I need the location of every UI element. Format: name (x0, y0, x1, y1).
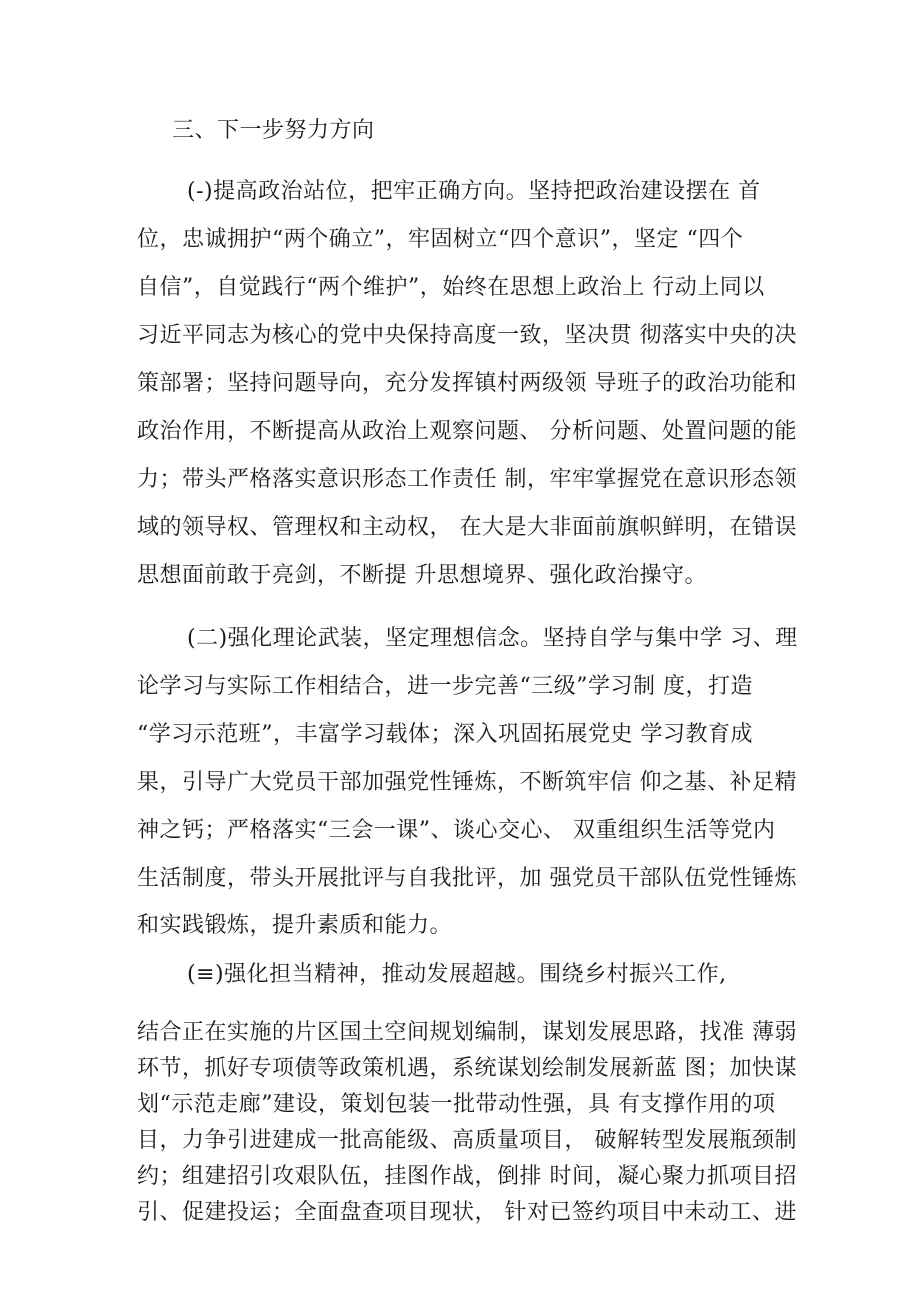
paragraph-2-line-5: 神之钙；严格落实“三会一课”、谈心交心、 双重组织生活等党内 (137, 818, 776, 843)
paragraph-1-line-7: 力；带头严格落实意识形态工作责任 制，牢牢掌握党在意识形态领 (137, 467, 797, 492)
paragraph-1-line-8: 域的领导权、管理权和主动权， 在大是大非面前旗帜鲜明，在错误 (137, 515, 797, 540)
paragraph-4-line-2: 环节，抓好专项债等政策机遇，系统谋划绘制发展新蓝 图；加快谋 (137, 1056, 797, 1081)
paragraph-4-line-3: 划“示范走廊”建设，策划包装一批带动性强，具 有支撑作用的项 (137, 1092, 776, 1117)
paragraph-4-line-6: 引、促建投运；全面盘查项目现状， 针对已签约项目中未动工、进 (137, 1200, 797, 1225)
paragraph-3-line-1: (≡)强化担当精神，推动发展超越。围绕乡村振兴工作, (187, 962, 727, 987)
paragraph-1-line-6: 政治作用，不断提高从政治上观察问题、 分析问题、处置问题的能 (137, 419, 797, 444)
paragraph-1-line-2: 位，忠诚拥护“两个确立”，牢固树立“四个意识”，坚定 “四个 (137, 227, 744, 252)
paragraph-2-line-6: 生活制度，带头开展批评与自我批评，加 强党员干部队伍党性锤炼 (137, 866, 797, 891)
paragraph-1-line-3: 自信”，自觉践行“两个维护”，始终在思想上政治上 行动上同以 (137, 275, 765, 300)
section-heading: 三、下一步努力方向 (172, 118, 375, 143)
paragraph-2-line-4: 果，引导广大党员干部加强党性锤炼，不断筑牢信 仰之基、补足精 (137, 770, 797, 795)
paragraph-1-line-9: 思想面前敢于亮剑，不断提 升思想境界、强化政治操守。 (137, 563, 707, 588)
paragraph-2-line-3: “学习示范班”，丰富学习载体；深入巩固拓展党史 学习教育成 (137, 722, 753, 747)
paragraph-4-line-5: 约；组建招引攻艰队伍，挂图作战，倒排 时间，凝心聚力抓项目招 (137, 1164, 797, 1189)
paragraph-2-line-1: (二)强化理论武装，坚定理想信念。坚持自学与集中学 习、理 (187, 626, 798, 651)
paragraph-1-line-5: 策部署；坚持问题导向，充分发挥镇村两级领 导班子的政治功能和 (137, 371, 797, 396)
paragraph-4-line-1: 结合正在实施的片区国土空间规划编制，谋划发展思路，找准 薄弱 (137, 1020, 797, 1045)
paragraph-1-line-4: 习近平同志为核心的党中央保持高度一致，坚决贯 彻落实中央的决 (137, 323, 797, 348)
paragraph-1-line-1: (-)提高政治站位，把牢正确方向。坚持把政治建设摆在 首 (187, 179, 761, 204)
paragraph-4-line-4: 目，力争引进建成一批高能级、高质量项目， 破解转型发展瓶颈制 (137, 1128, 797, 1153)
paragraph-2-line-2: 论学习与实际工作相结合，进一步完善“三级”学习制 度，打造 (137, 674, 753, 699)
paragraph-2-line-7: 和实践锻炼，提升素质和能力。 (137, 913, 453, 938)
